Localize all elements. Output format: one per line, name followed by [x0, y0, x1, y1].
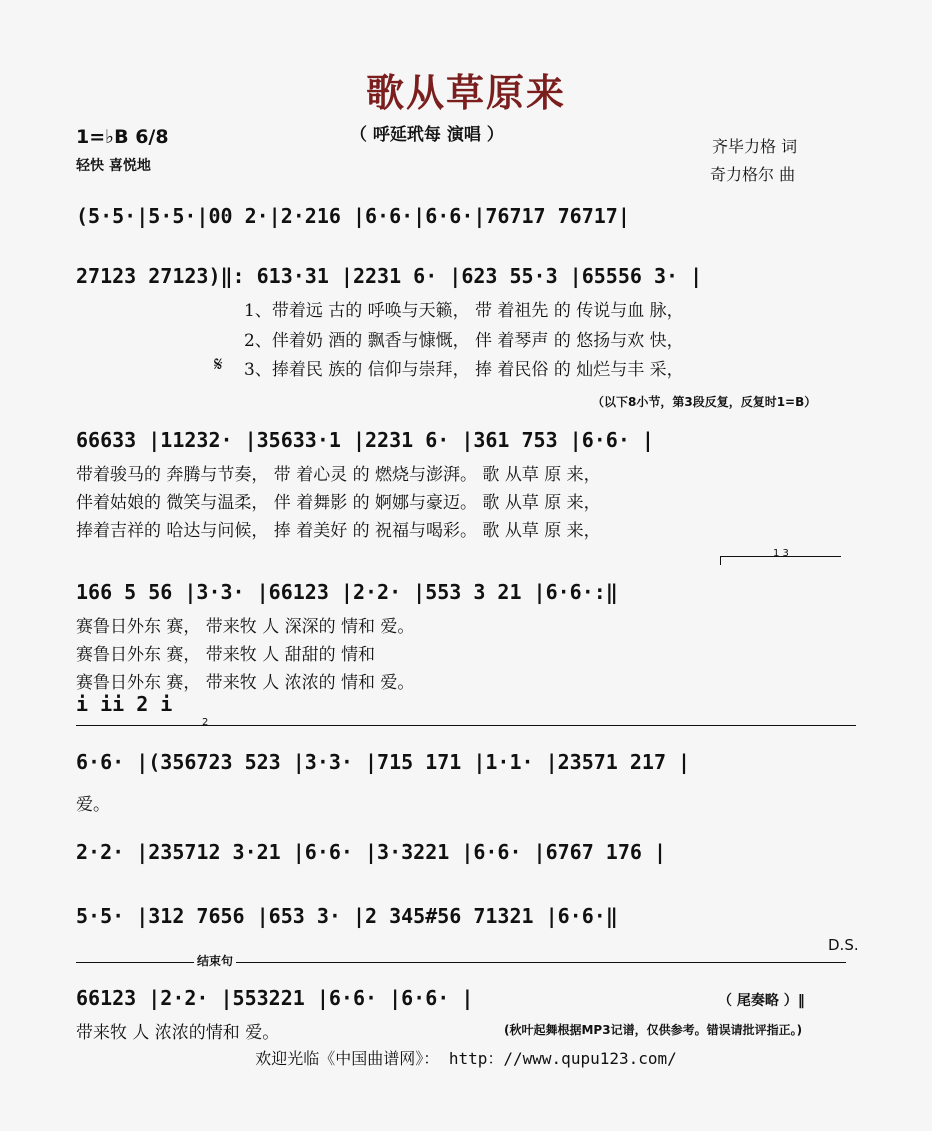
transcriber-note: (秋叶起舞根据MP3记谱，仅供参考。错误请批评指正。): [504, 1023, 803, 1037]
score-row-5: 6·6· |(356723 523 |3·3· |715 171 |1·1· |23571 217 |: [76, 750, 691, 774]
lyric-row-4-verse-3: 赛鲁日外东 赛， 带来牧 人 浓浓的 情和 爱。: [76, 673, 415, 693]
score-row-1: (5·5·|5·5·|00 2·|2·216 |6·6·|6·6·|76717 76717|: [76, 204, 630, 228]
composer-credit: 奇力格尔 曲: [710, 165, 796, 184]
lyric-row-3-verse-2: 伴着姑娘的 微笑与温柔， 伴 着舞影 的 婀娜与豪迈。 歌 从草 原 来，: [76, 493, 601, 513]
outro-omitted: （ 尾奏略 ）‖: [718, 993, 805, 1009]
score-row-2: 27123 27123)‖: 613·31 |2231 6· |623 55·3 |65556 3· |: [76, 264, 703, 288]
lyric-row-2-verse-3: 3、捧着民 族的 信仰与崇拜， 捧 着民俗 的 灿烂与丰 采，: [244, 360, 684, 380]
lyric-row-3-verse-1: 带着骏马的 奔腾与节奏， 带 着心灵 的 燃烧与澎湃。 歌 从草 原 来，: [76, 465, 601, 485]
dal-segno-mark: D.S.: [828, 936, 859, 954]
score-row-8: 66123 |2·2· |553221 |6·6· |6·6· |: [76, 986, 474, 1010]
volta-number: 1 3: [773, 548, 789, 559]
lyric-row-2-verse-1: 1、带着远 古的 呼唤与天籁， 带 着祖先 的 传说与血 脉，: [244, 301, 684, 321]
coda-label: 结束句: [194, 952, 236, 969]
lyric-row-5: 爱。: [76, 795, 110, 815]
repeat-remark: （以下8小节，第3段反复，反复时1=B）: [592, 395, 817, 409]
volta-number: 2: [202, 717, 209, 728]
song-title: 歌从草原来: [365, 71, 566, 115]
lyric-row-4-verse-1: 赛鲁日外东 赛， 带来牧 人 深深的 情和 爱。: [76, 617, 415, 637]
key-signature: 1=♭B 6/8: [76, 126, 169, 148]
score-row-7: 5·5· |312 7656 |653 3· |2 345#56 71321 |6·6·‖: [76, 904, 618, 928]
singer-credit: （ 呼延玳每 演唱 ）: [350, 125, 504, 145]
lyric-row-8: 带来牧 人 浓浓的情和 爱。: [76, 1023, 280, 1043]
site-footer: 欢迎光临《中国曲谱网》： http：//www.qupu123.com/: [255, 1049, 677, 1068]
alt-notes-row-4: i ii 2 i: [76, 692, 173, 716]
volta-bracket-1-3: [720, 548, 841, 565]
coda-bracket: [76, 954, 846, 971]
tempo-mood: 轻快 喜悦地: [76, 158, 151, 174]
score-row-6: 2·2· |235712 3·21 |6·6· |3·3221 |6·6· |6767 176 |: [76, 840, 667, 864]
volta-bracket-2: [76, 717, 856, 734]
lyric-row-2-verse-2: 2、伴着奶 酒的 飘香与慷慨， 伴 着琴声 的 悠扬与欢 快，: [244, 331, 684, 351]
lyric-row-4-verse-2: 赛鲁日外东 赛， 带来牧 人 甜甜的 情和: [76, 645, 376, 665]
segno-icon: 𝄋: [214, 352, 223, 376]
lyric-row-3-verse-3: 捧着吉祥的 哈达与问候， 捧 着美好 的 祝福与喝彩。 歌 从草 原 来，: [76, 521, 601, 541]
score-row-3: 66633 |11232· |35633·1 |2231 6· |361 753 |6·6· |: [76, 428, 654, 452]
score-row-4: 166 5 56 |3·3· |66123 |2·2· |553 3 21 |6·6·:‖: [76, 580, 618, 604]
lyricist-credit: 齐毕力格 词: [712, 137, 798, 156]
